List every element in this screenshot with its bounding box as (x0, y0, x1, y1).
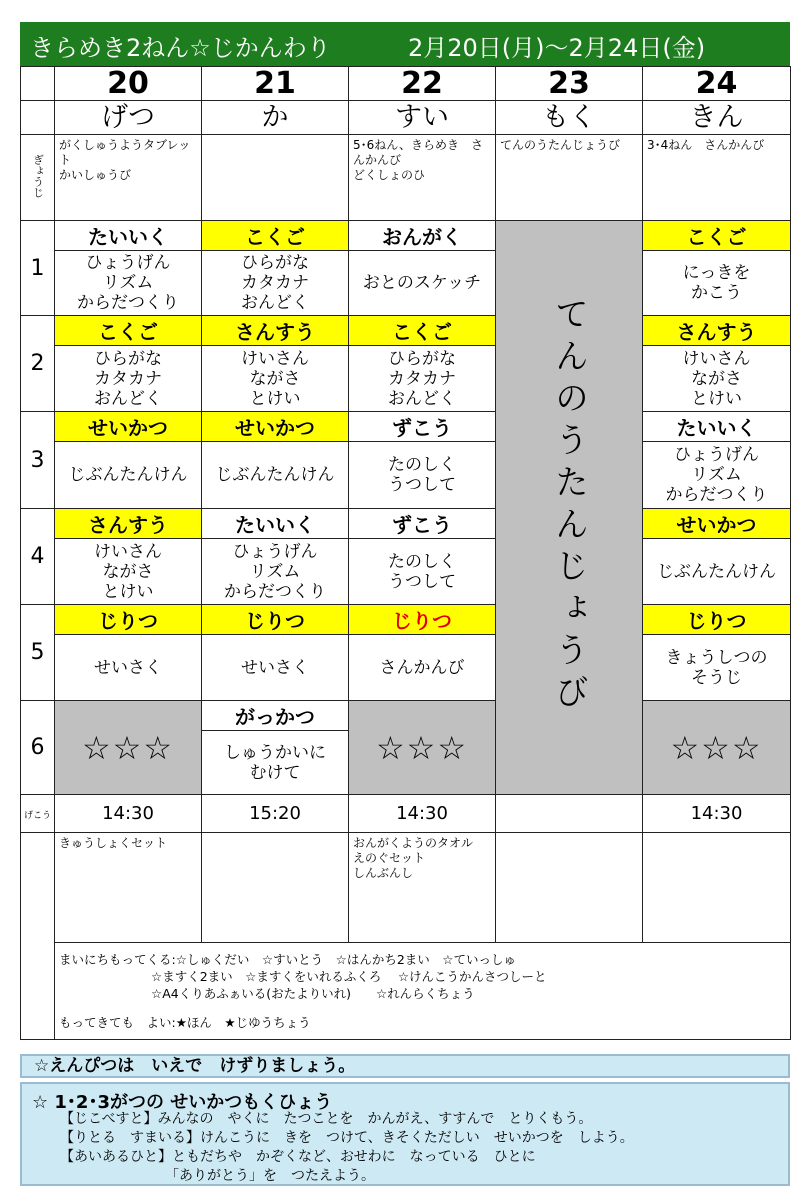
subject: さんすう (643, 316, 791, 346)
events-row (21, 135, 791, 221)
lesson-content: じぶんたんけん (202, 442, 349, 509)
lesson-content: たのしく うつして (349, 442, 496, 509)
goal-line: 「ありがとう」を つたえよう。 (60, 1168, 375, 1184)
period-content-row (21, 539, 791, 605)
subject: こくご (55, 316, 202, 346)
subject: たいいく (202, 509, 349, 539)
goal-line: 【じこべすと】みんなの やくに たつことを かんがえ、すすんで とりくもう。 (60, 1111, 593, 1127)
period-subject-row (21, 509, 791, 539)
dismissal-time (496, 795, 643, 833)
dismissal-label: げこう (23, 811, 51, 821)
dismissal-label-cell (21, 795, 55, 833)
subject: こくご (202, 221, 349, 251)
lesson-content: せいさく (202, 635, 349, 701)
period-subject-row (21, 412, 791, 442)
life-goals-box (20, 1082, 790, 1186)
period-subject-row (21, 701, 791, 731)
lesson-content: きょうしつの そうじ (643, 635, 791, 701)
item-note (202, 833, 349, 943)
period-number: 2 (21, 316, 55, 412)
holiday-text: てんのうたんじょうび (548, 295, 589, 716)
dismissal-time: 14:30 (349, 795, 496, 833)
day-weekday: か (202, 101, 349, 135)
day-weekday: もく (496, 101, 643, 135)
period-number: 4 (21, 509, 55, 605)
goal-line: 【あいあるひと】ともだちや かぞくなど、おせわに なっている ひとに (60, 1149, 536, 1165)
period-number: 6 (21, 701, 55, 795)
subject: せいかつ (55, 412, 202, 442)
lesson-content: ひょうげん リズム からだつくり (55, 251, 202, 316)
period-number: 1 (21, 221, 55, 316)
period-subject-row (21, 605, 791, 635)
day-date: 21 (202, 67, 349, 101)
lesson-content: けいさん ながさ とけい (643, 346, 791, 412)
lesson-content: じぶんたんけん (643, 539, 791, 605)
period-number: 5 (21, 605, 55, 701)
dismissal-time: 14:30 (55, 795, 202, 833)
events-label-cell (21, 135, 55, 221)
subject: さんすう (55, 509, 202, 539)
page-title: きらめき2ねん☆じかんわり (30, 34, 331, 62)
stars-cell: ☆☆☆ (55, 701, 202, 795)
event-note: がくしゅうようタブレット かいしゅうび (55, 135, 202, 221)
event-note: 5･6ねん、きらめき さんかんび どくしょのひ (349, 135, 496, 221)
title-bar (20, 22, 790, 66)
lesson-content: ひらがな カタカナ おんどく (202, 251, 349, 316)
lesson-content: じぶんたんけん (55, 442, 202, 509)
day-date: 23 (496, 67, 643, 101)
subject: せいかつ (202, 412, 349, 442)
period-number: 3 (21, 412, 55, 509)
subject: じりつ (349, 605, 496, 635)
lesson-content: せいさく (55, 635, 202, 701)
period-content-row (21, 251, 791, 316)
lesson-content: おとのスケッチ (349, 251, 496, 316)
subject: せいかつ (643, 509, 791, 539)
day-weekday: きん (643, 101, 791, 135)
lesson-content: ひらがな カタカナ おんどく (55, 346, 202, 412)
lesson-content: ひょうげん リズム からだつくり (643, 442, 791, 509)
daily-line: ☆ますく2まい ☆ますくをいれるふくろ ☆けんこうかんさつしーと (151, 969, 547, 984)
pencil-note: ☆えんぴつは いえで けずりましょう。 (20, 1054, 790, 1078)
subject: こくご (643, 221, 791, 251)
lesson-content: けいさん ながさ とけい (202, 346, 349, 412)
subject: じりつ (202, 605, 349, 635)
optional-line: もってきても よい:★ほん ★じゆうちょう (59, 1015, 311, 1030)
stars-cell: ☆☆☆ (349, 701, 496, 795)
lesson-content: けいさん ながさ とけい (55, 539, 202, 605)
day-date: 24 (643, 67, 791, 101)
date-row (21, 67, 791, 101)
goals-title: ☆ 1･2･3がつの せいかつもくひょう (32, 1092, 333, 1113)
subject: こくご (349, 316, 496, 346)
date-range: 2月20日(月)～2月24日(金) (408, 34, 706, 62)
timetable (20, 66, 791, 1040)
lesson-content: しゅうかいに むけて (202, 731, 349, 795)
lesson-content: にっきを かこう (643, 251, 791, 316)
period-subject-row (21, 316, 791, 346)
daily-line: まいにちもってくる:☆しゅくだい ☆すいとう ☆はんかち2まい ☆ていっしゅ (59, 952, 516, 967)
item-note: おんがくようのタオル えのぐセット しんぶんし (349, 833, 496, 943)
goal-line: 【りとる すまいる】けんこうに きを つけて、きそくただしい せいかつを しよう。 (60, 1130, 634, 1146)
period-subject-row (21, 221, 791, 251)
subject: さんすう (202, 316, 349, 346)
weekday-row (21, 101, 791, 135)
dismissal-time: 14:30 (643, 795, 791, 833)
holiday-column (496, 221, 643, 795)
subject: たいいく (643, 412, 791, 442)
item-note: きゅうしょくセット (55, 833, 202, 943)
subject: たいいく (55, 221, 202, 251)
subject: じりつ (643, 605, 791, 635)
day-weekday: げつ (55, 101, 202, 135)
dismissal-time: 15:20 (202, 795, 349, 833)
subject: ずこう (349, 509, 496, 539)
dismissal-row (21, 795, 791, 833)
item-note (643, 833, 791, 943)
subject: がっかつ (202, 701, 349, 731)
subject: おんがく (349, 221, 496, 251)
lesson-content: たのしく うつして (349, 539, 496, 605)
period-content-row (21, 346, 791, 412)
day-date: 20 (55, 67, 202, 101)
corner-cell (21, 101, 55, 135)
period-content-row (21, 442, 791, 509)
daily-belongings (55, 943, 791, 1040)
day-weekday: すい (349, 101, 496, 135)
items-label-cell (21, 833, 55, 1040)
events-label: ぎょうじ (31, 153, 45, 198)
corner-cell (21, 67, 55, 101)
item-note (496, 833, 643, 943)
lesson-content: さんかんび (349, 635, 496, 701)
daily-line: ☆A4くりあふぁいる(おたよりいれ) ☆れんらくちょう (151, 986, 475, 1001)
stars-cell: ☆☆☆ (643, 701, 791, 795)
lesson-content: ひょうげん リズム からだつくり (202, 539, 349, 605)
items-row (21, 833, 791, 943)
lesson-content: ひらがな カタカナ おんどく (349, 346, 496, 412)
subject: ずこう (349, 412, 496, 442)
period-content-row (21, 635, 791, 701)
event-note (202, 135, 349, 221)
subject: じりつ (55, 605, 202, 635)
event-note: 3･4ねん さんかんび (643, 135, 791, 221)
event-note: てんのうたんじょうび (496, 135, 643, 221)
daily-row (21, 943, 791, 1040)
day-date: 22 (349, 67, 496, 101)
